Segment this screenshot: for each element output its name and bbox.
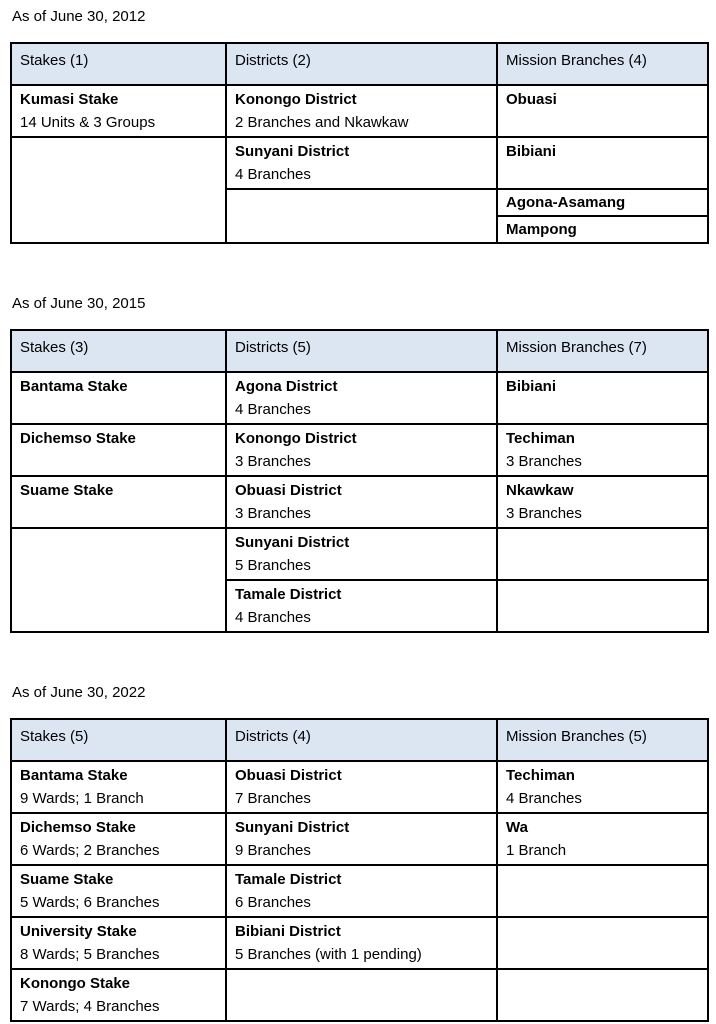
units-table-2012 bbox=[10, 42, 709, 244]
branch-name: Techiman bbox=[506, 767, 575, 784]
column-header-districts: Districts (4) bbox=[226, 719, 497, 761]
district-detail: 7 Branches bbox=[235, 790, 311, 807]
branch-cell bbox=[497, 216, 708, 243]
district-name: Bibiani District bbox=[235, 923, 341, 940]
branch-cell bbox=[497, 85, 708, 137]
district-cell bbox=[226, 580, 497, 632]
district-cell bbox=[226, 917, 497, 969]
district-detail: 9 Branches bbox=[235, 842, 311, 859]
section-2012 bbox=[10, 7, 707, 244]
district-name: Konongo District bbox=[235, 430, 357, 447]
stake-cell bbox=[11, 372, 226, 424]
district-detail: 5 Branches (with 1 pending) bbox=[235, 946, 422, 963]
empty-cell bbox=[226, 969, 497, 1021]
branch-name: Obuasi bbox=[506, 91, 557, 108]
empty-cell bbox=[497, 528, 708, 580]
district-name: Agona District bbox=[235, 378, 338, 395]
district-cell bbox=[226, 761, 497, 813]
empty-cell bbox=[11, 137, 226, 243]
branch-cell bbox=[497, 813, 708, 865]
stake-cell bbox=[11, 761, 226, 813]
stake-detail: 6 Wards; 2 Branches bbox=[20, 842, 160, 859]
district-cell bbox=[226, 865, 497, 917]
district-name: Konongo District bbox=[235, 91, 357, 108]
district-detail: 4 Branches bbox=[235, 401, 311, 418]
stake-name: Suame Stake bbox=[20, 482, 114, 499]
district-cell bbox=[226, 813, 497, 865]
branch-detail: 3 Branches bbox=[506, 505, 582, 522]
stake-cell bbox=[11, 813, 226, 865]
stake-detail: 9 Wards; 1 Branch bbox=[20, 790, 144, 807]
stake-name: Bantama Stake bbox=[20, 378, 128, 395]
branch-name: Bibiani bbox=[506, 143, 557, 160]
column-header-districts: Districts (5) bbox=[226, 330, 497, 372]
district-name: Sunyani District bbox=[235, 534, 350, 551]
district-cell bbox=[226, 424, 497, 476]
district-cell bbox=[226, 528, 497, 580]
section-title: As of June 30, 2022 bbox=[12, 684, 146, 701]
district-name: Tamale District bbox=[235, 871, 342, 888]
column-header-mission-branches: Mission Branches (7) bbox=[497, 330, 708, 372]
district-detail: 3 Branches bbox=[235, 453, 311, 470]
branch-name: Wa bbox=[506, 819, 528, 836]
district-name: Obuasi District bbox=[235, 482, 342, 499]
stake-detail: 7 Wards; 4 Branches bbox=[20, 998, 160, 1015]
empty-cell bbox=[226, 189, 497, 243]
branch-cell bbox=[497, 476, 708, 528]
stake-name: Konongo Stake bbox=[20, 975, 131, 992]
stake-cell bbox=[11, 85, 226, 137]
branch-name: Mampong bbox=[506, 221, 577, 238]
column-header-mission-branches: Mission Branches (4) bbox=[497, 43, 708, 85]
units-table-2022 bbox=[10, 718, 709, 1022]
branch-detail: 4 Branches bbox=[506, 790, 582, 807]
district-detail: 4 Branches bbox=[235, 609, 311, 626]
stake-cell bbox=[11, 476, 226, 528]
empty-cell bbox=[497, 580, 708, 632]
district-detail: 4 Branches bbox=[235, 166, 311, 183]
stake-cell bbox=[11, 917, 226, 969]
section-title: As of June 30, 2012 bbox=[12, 8, 146, 25]
section-2022 bbox=[10, 683, 707, 1022]
branch-cell bbox=[497, 424, 708, 476]
district-detail: 2 Branches and Nkawkaw bbox=[235, 114, 409, 131]
district-name: Obuasi District bbox=[235, 767, 342, 784]
district-name: Sunyani District bbox=[235, 143, 350, 160]
column-header-stakes: Stakes (5) bbox=[11, 719, 226, 761]
district-cell bbox=[226, 476, 497, 528]
stake-detail: 8 Wards; 5 Branches bbox=[20, 946, 160, 963]
stake-detail: 14 Units & 3 Groups bbox=[20, 114, 156, 131]
branch-name: Nkawkaw bbox=[506, 482, 574, 499]
district-cell bbox=[226, 137, 497, 189]
stake-cell bbox=[11, 865, 226, 917]
stake-name: Suame Stake bbox=[20, 871, 114, 888]
column-header-mission-branches: Mission Branches (5) bbox=[497, 719, 708, 761]
units-table-2015 bbox=[10, 329, 709, 633]
stake-detail: 5 Wards; 6 Branches bbox=[20, 894, 160, 911]
stake-name: Bantama Stake bbox=[20, 767, 128, 784]
stake-name: Kumasi Stake bbox=[20, 91, 119, 108]
branch-cell bbox=[497, 761, 708, 813]
stake-cell bbox=[11, 969, 226, 1021]
branch-name: Techiman bbox=[506, 430, 575, 447]
column-header-stakes: Stakes (3) bbox=[11, 330, 226, 372]
district-name: Sunyani District bbox=[235, 819, 350, 836]
stake-name: University Stake bbox=[20, 923, 137, 940]
branch-name: Agona-Asamang bbox=[506, 194, 626, 211]
stake-name: Dichemso Stake bbox=[20, 430, 136, 447]
empty-cell bbox=[497, 865, 708, 917]
branch-name: Bibiani bbox=[506, 378, 557, 395]
branch-cell bbox=[497, 137, 708, 189]
stake-name: Dichemso Stake bbox=[20, 819, 136, 836]
branch-cell bbox=[497, 189, 708, 216]
stake-cell bbox=[11, 424, 226, 476]
column-header-districts: Districts (2) bbox=[226, 43, 497, 85]
column-header-stakes: Stakes (1) bbox=[11, 43, 226, 85]
district-detail: 5 Branches bbox=[235, 557, 311, 574]
empty-cell bbox=[497, 917, 708, 969]
empty-cell bbox=[497, 969, 708, 1021]
section-title: As of June 30, 2015 bbox=[12, 295, 146, 312]
branch-detail: 1 Branch bbox=[506, 842, 567, 859]
district-cell bbox=[226, 85, 497, 137]
branch-cell bbox=[497, 372, 708, 424]
district-detail: 6 Branches bbox=[235, 894, 311, 911]
branch-detail: 3 Branches bbox=[506, 453, 582, 470]
section-2015 bbox=[10, 294, 707, 633]
district-name: Tamale District bbox=[235, 586, 342, 603]
empty-cell bbox=[11, 528, 226, 632]
district-detail: 3 Branches bbox=[235, 505, 311, 522]
district-cell bbox=[226, 372, 497, 424]
